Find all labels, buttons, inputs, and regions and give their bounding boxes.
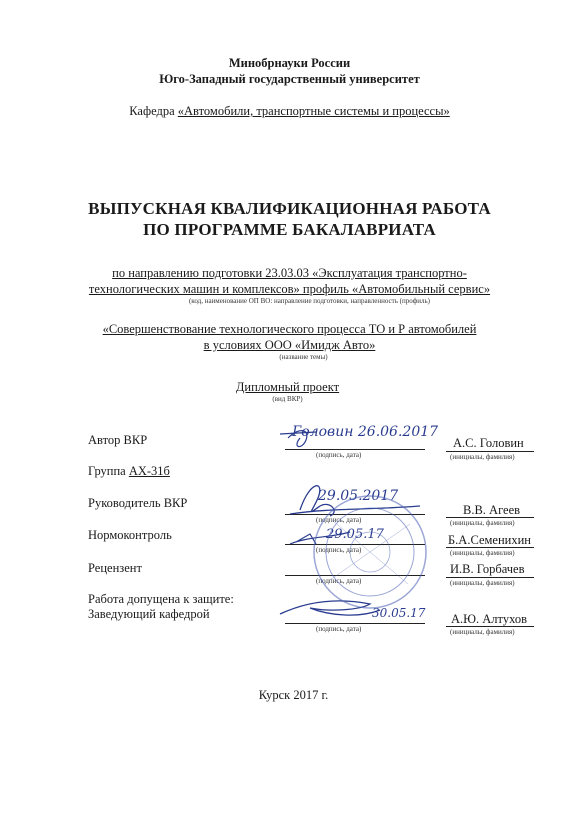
head-name-caption: (инициалы, фамилия) — [450, 628, 515, 636]
author-label: Автор ВКР — [88, 433, 148, 447]
supervisor-label: Руководитель ВКР — [88, 496, 188, 510]
normcontrol-name: Б.А.Семенихин — [448, 533, 531, 547]
author-signature: Головин 26.06.2017 — [292, 424, 439, 440]
signatures-and-stamp-graphic — [270, 420, 470, 640]
author-name-caption: (инициалы, фамилия) — [450, 453, 515, 461]
topic-line2: в условиях ООО «Имидж Авто» — [203, 338, 376, 352]
group-label: Группа — [88, 464, 129, 478]
reviewer-sign-caption: (подпись, дата) — [316, 577, 362, 585]
ministry-name: Минобрнауки России — [228, 56, 351, 70]
head-label: Заведующий кафедрой — [88, 607, 210, 621]
department-prefix: Кафедра — [129, 104, 178, 118]
group-line — [88, 464, 170, 479]
direction-line2: технологических машин и комплексов» профиль «Автомобильный сервис» — [88, 282, 491, 296]
supervisor-name-caption: (инициалы, фамилия) — [450, 519, 515, 527]
university-name: Юго-Западный государственный университет — [159, 72, 420, 86]
document-title-line2: ПО ПРОГРАММЕ БАКАЛАВРИАТА — [143, 220, 436, 239]
work-type: Дипломный проект — [235, 380, 340, 394]
city-year: Курск 2017 г. — [258, 688, 329, 702]
topic-line1: «Совершенствование технологического процесса ТО и Р автомобилей — [102, 322, 477, 336]
reviewer-label: Рецензент — [88, 561, 142, 575]
normcontrol-sign-caption: (подпись, дата) — [316, 546, 362, 554]
head-sign-caption: (подпись, дата) — [316, 625, 362, 633]
department-line — [0, 104, 579, 119]
reviewer-name-caption: (инициалы, фамилия) — [450, 579, 515, 587]
document-title-line1: ВЫПУСКНАЯ КВАЛИФИКАЦИОННАЯ РАБОТА — [88, 199, 491, 218]
head-signature: 30.05.17 — [372, 606, 426, 620]
department-name: «Автомобили, транспортные системы и процессы» — [177, 104, 450, 118]
head-name: А.Ю. Алтухов — [451, 612, 527, 626]
normcontrol-label: Нормоконтроль — [88, 528, 172, 542]
author-name: А.С. Головин — [453, 436, 524, 450]
admission-label: Работа допущена к защите: — [88, 592, 234, 606]
supervisor-signature: 29.05.2017 — [318, 488, 399, 504]
normcontrol-name-caption: (инициалы, фамилия) — [450, 549, 515, 557]
supervisor-sign-caption: (подпись, дата) — [316, 516, 362, 524]
direction-line1: по направлению подготовки 23.03.03 «Эксплуатация транспортно- — [112, 266, 467, 280]
supervisor-name: В.В. Агеев — [463, 503, 521, 517]
direction-caption: (код, наименование ОП ВО: направление подготовки, направленность (профиль) — [188, 297, 431, 305]
group-value: АХ-31б — [128, 464, 170, 478]
reviewer-name: И.В. Горбачев — [450, 562, 525, 576]
author-sign-caption: (подпись, дата) — [316, 451, 362, 459]
work-type-caption: (вид ВКР) — [272, 395, 303, 403]
topic-caption: (название темы) — [279, 353, 328, 361]
normcontrol-signature: 29.05.17 — [326, 527, 384, 542]
